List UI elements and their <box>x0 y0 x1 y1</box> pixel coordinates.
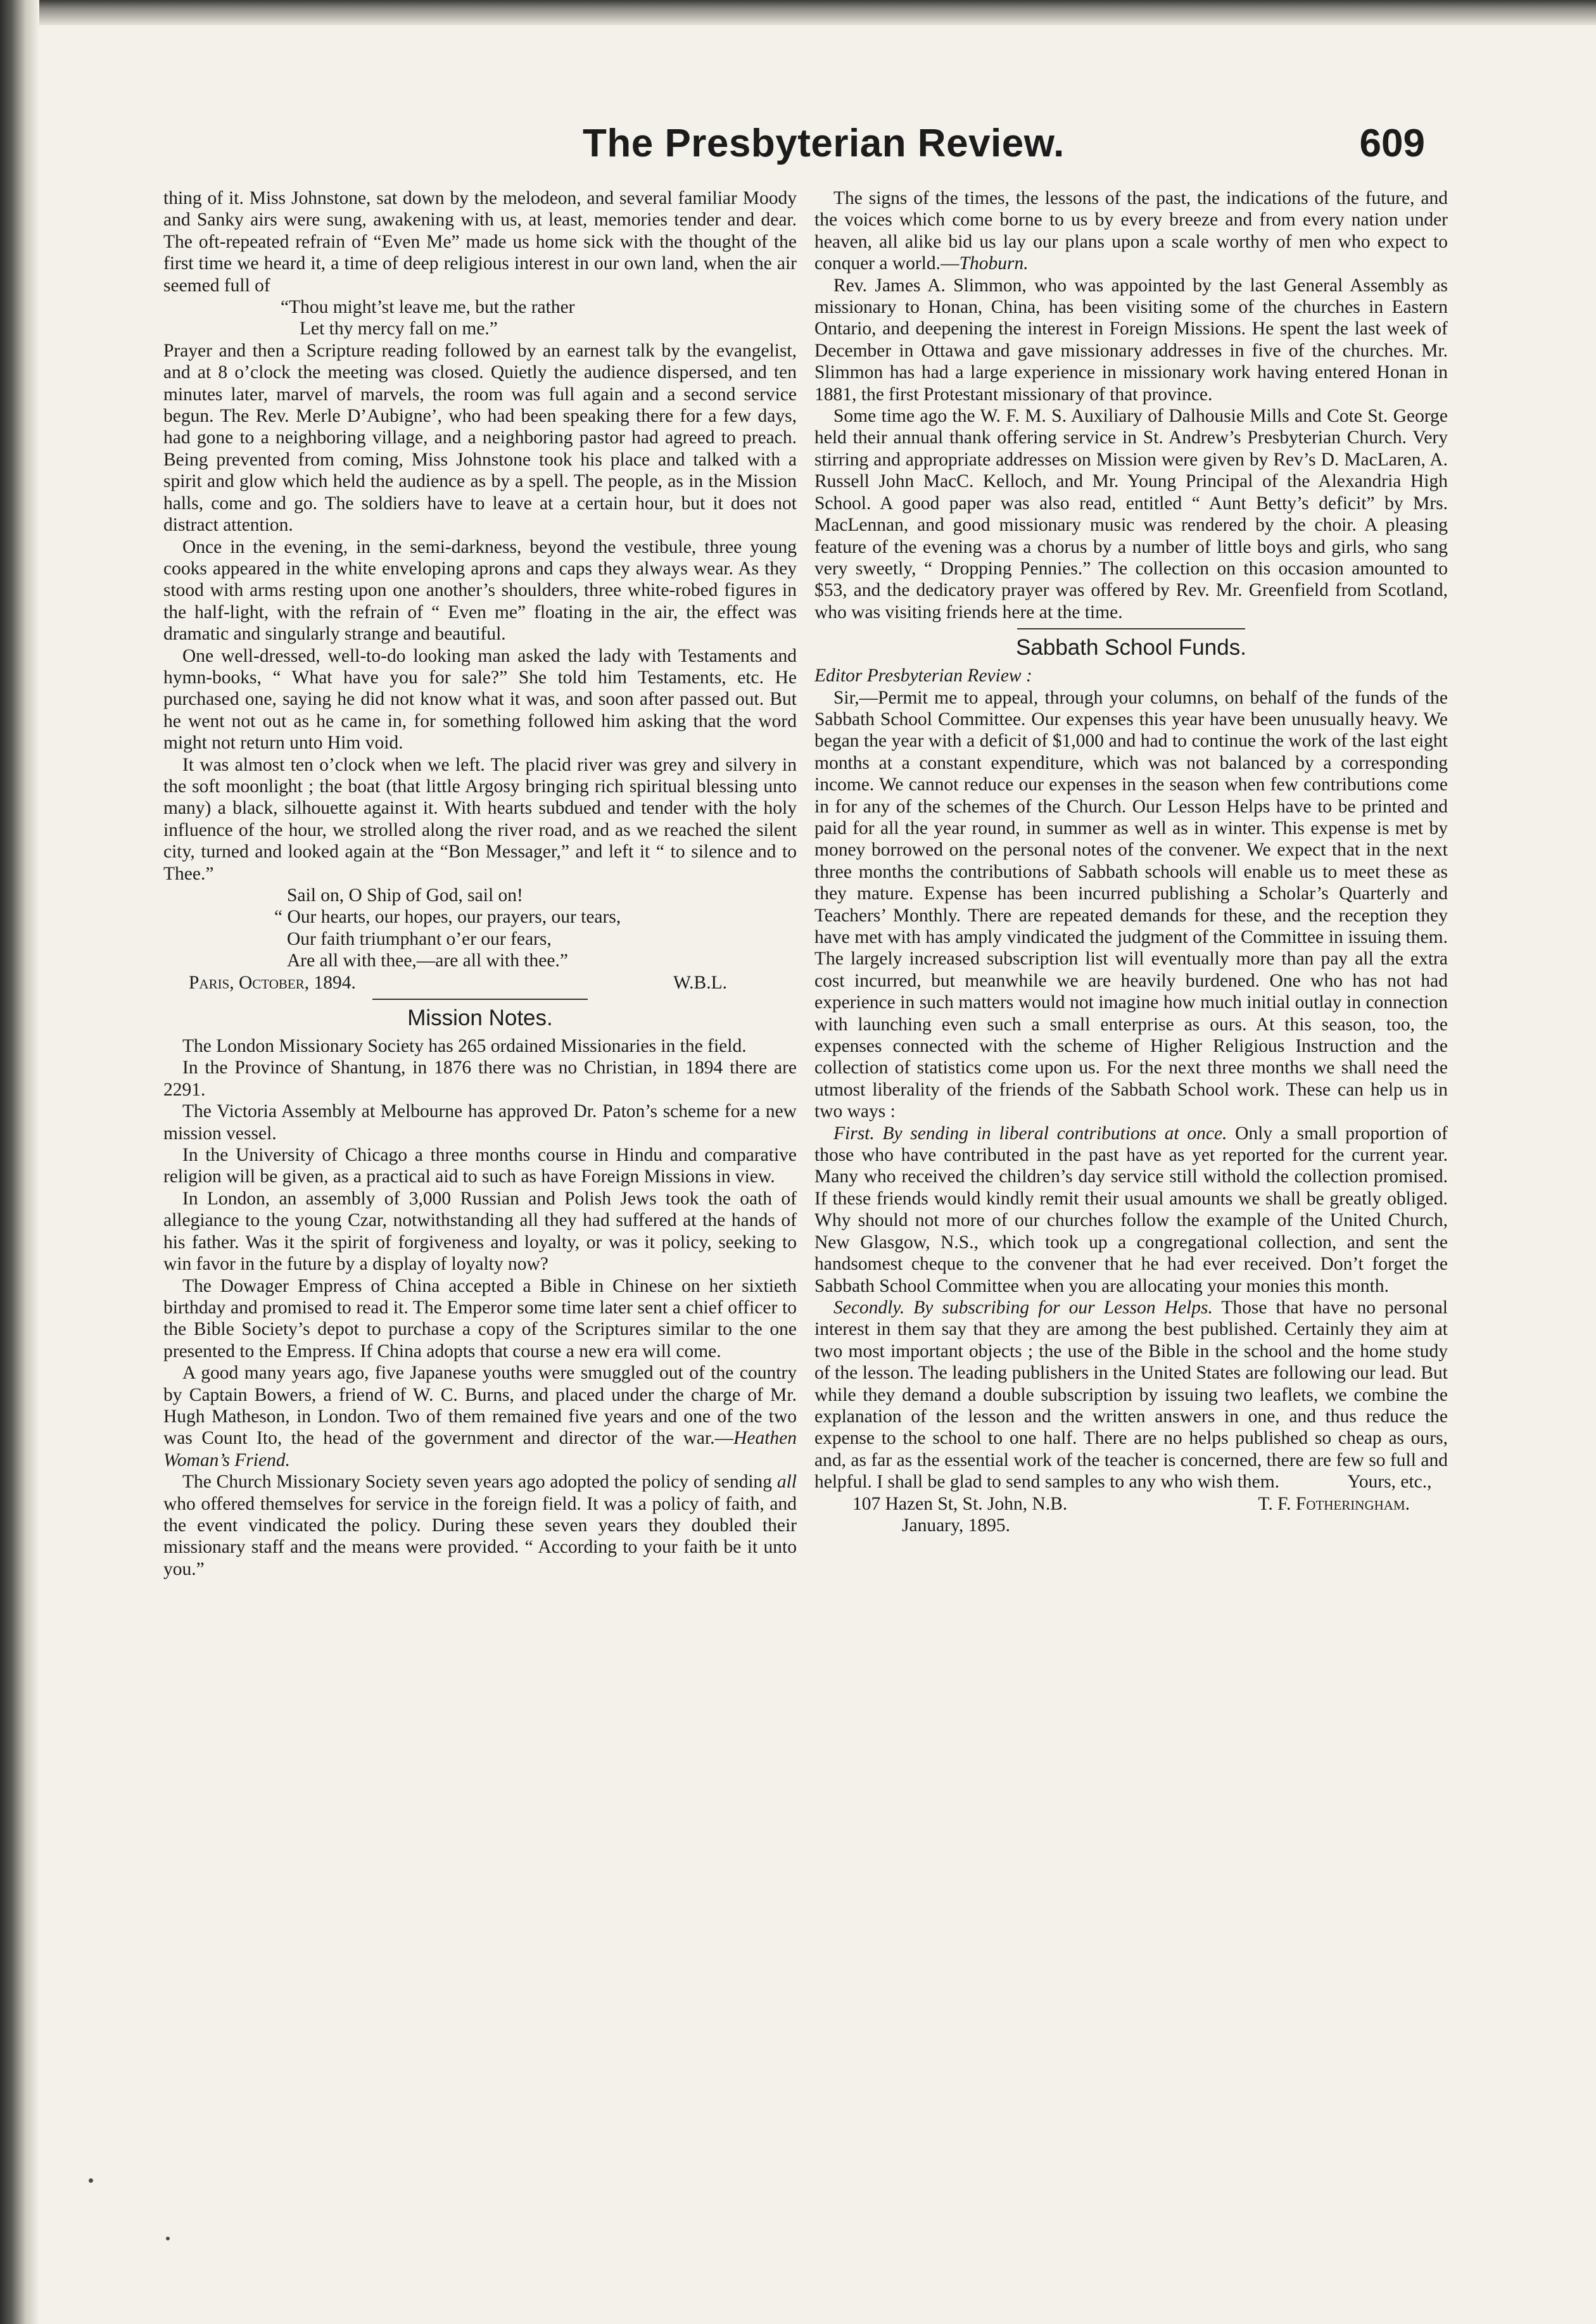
poem-line: Are all with thee,—are all with thee.” <box>287 950 568 971</box>
source-credit: Heathen Woman’s Friend. <box>163 1428 797 1470</box>
section-divider <box>372 999 588 1000</box>
ink-spot <box>166 2237 170 2240</box>
section-divider <box>1017 628 1245 629</box>
article-paragraph: thing of it. Miss Johnstone, sat down by the melodeon, and several familiar Moody and Sanky airs were sung, awakening with us, at least, memories tender and dear. The oft-repeated refrain of “Even Me” made us home sick with the thought of the first time we heard it, a time of deep religious interest in our own land, when the air seemed full of <box>163 188 797 296</box>
letter-close: Yours, etc., <box>1347 1472 1432 1493</box>
page-binding-edge <box>0 0 39 2324</box>
letter-date: January, 1895. <box>902 1515 1010 1536</box>
news-paragraph: Rev. James A. Slimmon, who was appointed by the last General Assembly as missionary to Honan, China, has been visiting some of the churches in Eastern Ontario, and deepening the interest in Foreign Missions. He spent the last week of December in Ottawa and gave missionary addresses in five of the churches. Mr. Slimmon has had a large experience in missionary work having entered Honan in 1881, the first Protestant missionary of that province. <box>814 275 1448 405</box>
mission-note: In the Province of Shantung, in 1876 there was no Christian, in 1894 there are 2291. <box>163 1058 797 1100</box>
section-heading-sabbath-school-funds: Sabbath School Funds. <box>1016 635 1246 660</box>
article-paragraph: Prayer and then a Scripture reading followed by an earnest talk by the evangelist, and at 8 o’clock the meeting was closed. Quietly the audience dispersed, and ten minutes later, marvel of marvels, the room was full again and a second service begun. The Rev. Merle D’Aubigne’, who had been speaking there for a few days, had gone to a neighboring village, and a neighboring pastor had agreed to preach. Being prevented from coming, Miss Johnstone took his place and talked with a spirit and glow which held the audience as by a spell. The people, as in the Mission halls, come and go. The soldiers have to leave at a certain hour, but it does not distract attention. <box>163 340 797 536</box>
source-credit: Thoburn. <box>959 253 1029 274</box>
emphasis-word: all <box>776 1472 797 1493</box>
mission-note <box>163 1362 797 1471</box>
left-column <box>163 187 797 1580</box>
page-number: 609 <box>1359 122 1425 165</box>
letter-paragraph <box>814 1297 1448 1493</box>
letter-text: Those that have no personal interest in them say that they are among the best published. Certainly they aim at two most important objects ; the use of the Bible in the school and the home study of the lesson. The leading publishers in the United States are following our lead. But while they demand a double subscription by issuing two leaflets, we combine the explanation of the lesson and the written answers in one, and thus reduce the expense to the school to one half. There are no helps published so cheap as ours, and, as far as the essential work of the teacher is concerned, there are few so full and helpful. I shall be glad to send samples to any who wish them. <box>814 1297 1448 1493</box>
signature-initials: W.B.L. <box>673 972 727 993</box>
hymn-quote-line: Let thy mercy fall on me.” <box>300 319 498 339</box>
ink-spot <box>89 2178 93 2183</box>
letter-paragraph: Sir,—Permit me to appeal, through your columns, on behalf of the funds of the Sabbath School Committee. Our expenses this year have been unusually heavy. We began the year with a deficit of $1,000 and had to continue the work of the last eight months at a constant expenditure, which was not balanced by a corresponding income. We cannot reduce our expenses in the season when few contributions come in for any of the schemes of the Church. Our Lesson Helps have to be printed and paid for all the year round, in summer as well as in winter. This expense is met by money borrowed on the personal notes of the convener. We expect that in the next three months the contributions of Sabbath schools will enable us to meet these as they mature. Expense has been incurred publishing a Scholar’s Quarterly and Teachers’ Monthly. There are repeated demands for these, and the reception they have met with has amply vindicated the judgment of the Committee in issuing them. The largely increased subscription list will eventually more than pay all the extra cost incurred, but meanwhile we are heavily burdened. One who has not had experience in such matters would not imagine how much initial outlay in connection with launching even such a small enterprise as ours. At this season, too, the expenses connected with the scheme of Higher Religious Instruction and the collection of statistics come upon us. For the next three months we shall need the utmost liberality of the friends of the Sabbath School work. These can help us in two ways : <box>814 687 1448 1122</box>
journal-title: The Presbyterian Review. <box>583 122 1065 165</box>
article-signature <box>163 972 797 994</box>
mission-note-text: who offered themselves for service in the foreign field. It was a policy of faith, and the event vindicated the policy. During these seven years they doubled their missionary staff and the means were provided. “ According to your faith be it unto you.” <box>163 1493 797 1579</box>
article-paragraph: One well-dressed, well-to-do looking man asked the lady with Testaments and hymn-books, “ What have you for sale?” She told him Testaments, etc. He purchased one, saying he did not know what it was, and soon after passed out. But he went not out as he came in, for something followed him asking that the word might not return unto Him void. <box>163 645 797 754</box>
section-heading-mission-notes: Mission Notes. <box>407 1006 553 1031</box>
letter-signature <box>814 1493 1448 1515</box>
letter-point-lead: Secondly. By subscribing for our Lesson Helps. <box>833 1297 1213 1318</box>
page-header <box>583 122 1425 166</box>
signature-place-date: Paris, October, 1894. <box>189 972 356 993</box>
quote-paragraph <box>814 187 1448 275</box>
signer-name: T. F. Fotheringham. <box>1258 1493 1410 1514</box>
mission-note: The London Missionary Society has 265 ordained Missionaries in the field. <box>182 1036 747 1057</box>
mission-note: In the University of Chicago a three months course in Hindu and comparative religion will be given, as a practical aid to such as have Foreign Missions in view. <box>163 1145 797 1187</box>
mission-note <box>163 1471 797 1580</box>
mission-note-text: The Church Missionary Society seven years ago adopted the policy of sending <box>182 1472 773 1493</box>
poem-line: Our faith triumphant o’er our fears, <box>287 928 552 949</box>
mission-note: The Dowager Empress of China accepted a Bible in Chinese on her sixtieth birthday and promised to read it. The Emperor some time later sent a chief officer to the Bible Society’s depot to purchase a copy of the Scriptures similar to the one presented to the Empress. If China adopts that course a new era will come. <box>163 1275 797 1361</box>
mission-note: The Victoria Assembly at Melbourne has approved Dr. Paton’s scheme for a new mission vessel. <box>163 1101 797 1144</box>
hymn-quote-line: “Thou might’st leave me, but the rather <box>281 297 575 318</box>
news-paragraph: Some time ago the W. F. M. S. Auxiliary of Dalhousie Mills and Cote St. George held their annual thank offering service in St. Andrew’s Presbyterian Church. Very stirring and appropriate addresses on Mission were given by Rev’s D. MacLaren, A. Russell John MacC. Kelloch, and Mr. Young Principal of the Alexandria High School. A good paper was also read, entitled “ Aunt Betty’s deficit” by Mrs. MacLennan, and good missionary music was rendered by the choir. A pleasing feature of the evening was a chorus by a number of little boys and girls, who sang very sweetly, “ Dropping Pennies.” The collection on this occasion amounted to $53, and the dedicatory prayer was offered by Rev. Mr. Greenfield from Scotland, who was visiting friends here at the time. <box>814 406 1448 622</box>
letter-paragraph <box>814 1123 1448 1297</box>
right-column <box>814 187 1448 1536</box>
page-top-edge <box>0 0 1596 25</box>
mission-note-text: A good many years ago, five Japanese youths were smuggled out of the country by Captain Bowers, a friend of W. C. Burns, and placed under the charge of Mr. Hugh Matheson, in London. Two of them remained five years and one of the two was Count Ito, the head of the government and director of the war.— <box>163 1363 797 1449</box>
article-paragraph: Once in the evening, in the semi-darkness, beyond the vestibule, three young cooks appeared in the white enveloping aprons and caps they always wear. As they stood with arms resting upon one another’s shoulders, three white-robed figures in the half-light, with the refrain of “ Even me” floating in the air, the effect was dramatic and singularly strange and beautiful. <box>163 536 797 645</box>
letter-salutation: Editor Presbyterian Review : <box>814 666 1032 686</box>
mission-note: In London, an assembly of 3,000 Russian and Polish Jews took the oath of allegiance to the young Czar, notwithstanding all they had suffered at the hands of his father. Was it the spirit of forgiveness and loyalty, or was it policy, seeking to win favor in the future by a display of loyalty now? <box>163 1188 797 1275</box>
letter-point-lead: First. By sending in liberal contributions at once. <box>833 1123 1227 1144</box>
poem-line: “ Our hearts, our hopes, our prayers, our tears, <box>274 907 621 928</box>
signer-address: 107 Hazen St, St. John, N.B. <box>852 1493 1068 1514</box>
quote-text: The signs of the times, the lessons of the past, the indications of the future, and the voices which come borne to us by every breeze and from every nation under heaven, all alike bid us lay our plans upon a scale worthy of men who expect to conquer a world.— <box>814 188 1448 274</box>
article-paragraph: It was almost ten o’clock when we left. The placid river was grey and silvery in the soft moonlight ; the boat (that little Argosy bringing rich spiritual blessing unto many) a black, silhouette against it. With hearts subdued and tender with the holy influence of the hour, we strolled along the river road, and as we reached the silent city, turned and looked again at the “Bon Messager,” and left it “ to silence and to Thee.” <box>163 754 797 884</box>
letter-text: Only a small proportion of those who have contributed in the past have as yet reported for the current year. Many who received the children’s day service still withold the collection promised. If these friends would kindly remit their usual amounts we shall be greatly obliged. Why should not more of our churches follow the example of the United Church, New Glasgow, N.S., which took up a congregational collection, and sent the handsomest cheque to the convener that he had ever received. Don’t forget the Sabbath School Committee when you are allocating your monies this month. <box>814 1123 1448 1296</box>
poem-line: Sail on, O Ship of God, sail on! <box>287 885 523 906</box>
